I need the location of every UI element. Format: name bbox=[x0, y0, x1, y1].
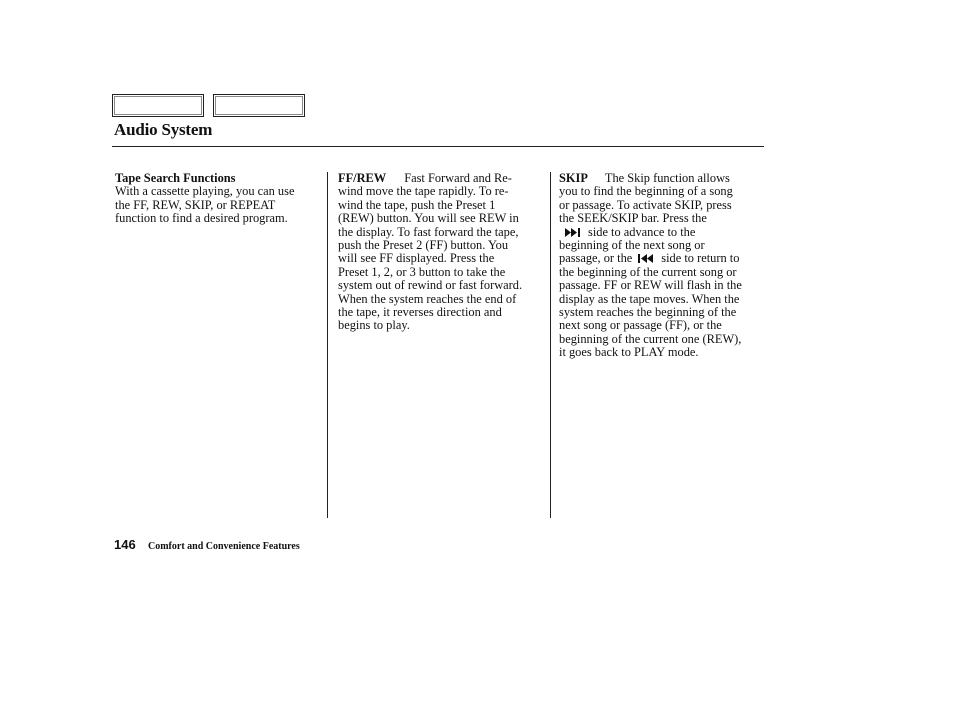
paragraph-line: Preset 1, 2, or 3 button to take the bbox=[338, 264, 506, 279]
column-ff-rew bbox=[338, 172, 543, 333]
paragraph-line bbox=[559, 226, 764, 239]
paragraph-line: function to find a desired program. bbox=[115, 211, 288, 226]
ff-rew-first-line: Fast Forward and Re- bbox=[404, 171, 512, 185]
paragraph-line: push the Preset 2 (FF) button. You bbox=[338, 238, 509, 253]
paragraph-line bbox=[559, 172, 764, 185]
paragraph-line: passage. FF or REW will flash in the bbox=[559, 278, 742, 293]
page-title: Audio System bbox=[114, 120, 213, 139]
paragraph-line: display as the tape moves. When the bbox=[559, 291, 740, 306]
paragraph-line: the SEEK/SKIP bar. Press the bbox=[559, 211, 707, 226]
header-tab-box-right bbox=[213, 94, 305, 117]
paragraph-line: wind move the tape rapidly. To re- bbox=[338, 184, 509, 199]
footer-section-title: Comfort and Convenience Features bbox=[148, 541, 300, 552]
skip-forward-text: side to advance to the bbox=[588, 224, 696, 239]
paragraph-line: With a cassette playing, you can use bbox=[115, 184, 295, 199]
paragraph-line: the tape, it reverses direction and bbox=[338, 305, 502, 320]
skip-forward-icon bbox=[565, 228, 582, 237]
column-divider bbox=[327, 172, 328, 518]
paragraph-line: When the system reaches the end of bbox=[338, 291, 517, 306]
paragraph-line: it goes back to PLAY mode. bbox=[559, 345, 699, 360]
paragraph-line: system out of rewind or fast forward. bbox=[338, 278, 523, 293]
paragraph-line: begins to play. bbox=[338, 318, 410, 333]
column-skip bbox=[559, 172, 764, 360]
paragraph-line: you to find the beginning of a song bbox=[559, 184, 733, 199]
paragraph-line: the beginning of the current song or bbox=[559, 264, 737, 279]
paragraph-line bbox=[559, 252, 764, 265]
skip-first-line: The Skip function allows bbox=[604, 171, 730, 185]
paragraph-line: next song or passage (FF), or the bbox=[559, 318, 722, 333]
title-rule bbox=[112, 146, 764, 147]
paragraph-line: the display. To fast forward the tape, bbox=[338, 224, 519, 239]
paragraph-line: or passage. To activate SKIP, press bbox=[559, 197, 732, 212]
skip-term: SKIP bbox=[559, 171, 588, 185]
paragraph-line: will see FF displayed. Press the bbox=[338, 251, 495, 266]
paragraph-line bbox=[338, 172, 543, 185]
paragraph-line: system reaches the beginning of the bbox=[559, 305, 737, 320]
paragraph-line: the FF, REW, SKIP, or REPEAT bbox=[115, 197, 276, 212]
column-tape-search bbox=[115, 172, 320, 226]
header-tab-box-left bbox=[112, 94, 204, 117]
paragraph-line: beginning of the next song or bbox=[559, 238, 705, 253]
skip-back-prefix: passage, or the bbox=[559, 251, 633, 266]
paragraph-line: wind the tape, push the Preset 1 bbox=[338, 197, 496, 212]
page-number: 146 bbox=[114, 537, 136, 552]
paragraph-line: (REW) button. You will see REW in bbox=[338, 211, 519, 226]
skip-back-suffix: side to return to bbox=[661, 251, 740, 266]
ff-rew-term: FF/REW bbox=[338, 171, 387, 185]
paragraph-line: beginning of the current one (REW), bbox=[559, 331, 742, 346]
skip-back-icon bbox=[638, 254, 655, 263]
tape-search-heading: Tape Search Functions bbox=[115, 171, 236, 185]
column-divider bbox=[550, 172, 551, 518]
